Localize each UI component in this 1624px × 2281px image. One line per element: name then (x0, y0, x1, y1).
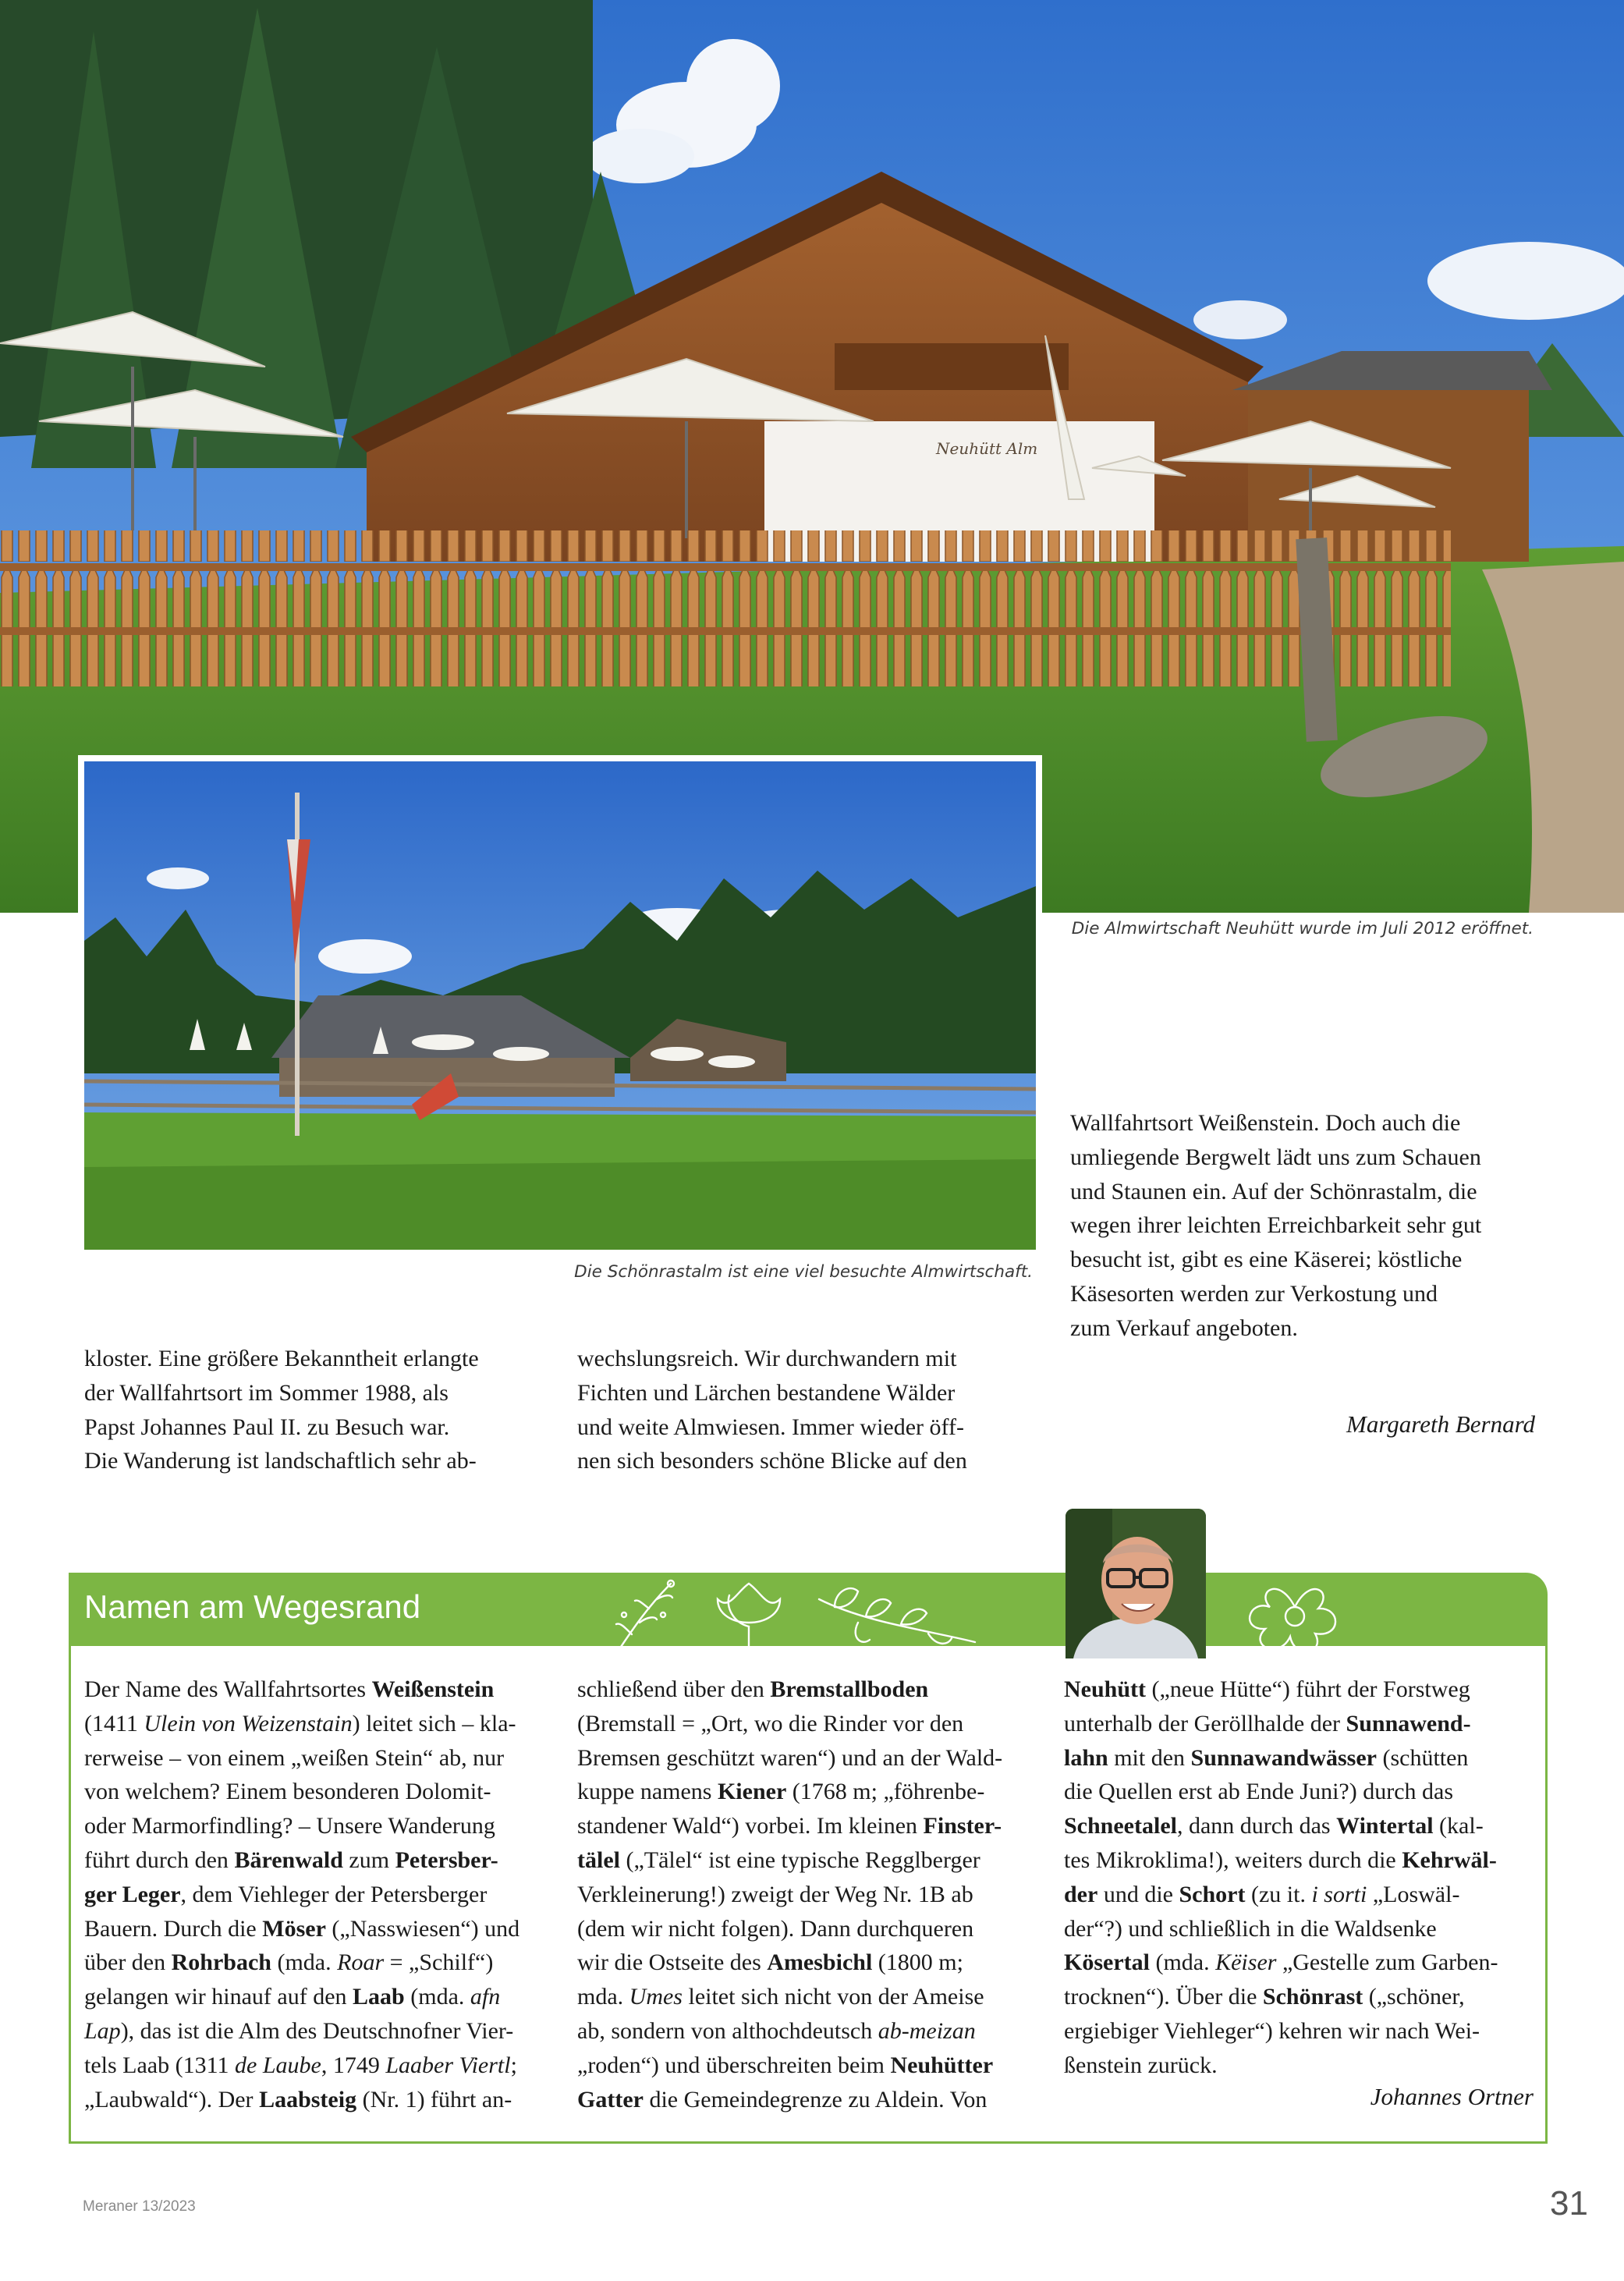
text-run: („neue Hütte“) führt der Forstweg (1146, 1676, 1470, 1702)
text-line (1064, 1878, 1498, 1912)
text-line: und Staunen ein. Auf der Schönrastalm, die (1070, 1178, 1477, 1204)
text-run: ), das ist die Alm des Deutschnofner Vier- (120, 2017, 514, 2044)
text-line: Wallfahrtsort Weißenstein. Doch auch die (1070, 1110, 1461, 1136)
historic-form: Laaber Viertl (385, 2052, 511, 2078)
text-line (84, 1912, 519, 1946)
historic-form: ab-meizan (878, 2017, 976, 2044)
text-line (577, 2014, 1002, 2049)
text-run: Verkleinerung!) zweigt der Weg Nr. 1B ab (577, 1881, 973, 1907)
text-run: (mda. (404, 1984, 470, 2010)
text-run: = „Schilf“) (384, 1949, 494, 1976)
text-run: „Loswäl- (1367, 1881, 1460, 1907)
text-run: (Bremstall = „Ort, wo die Rinder vor den (577, 1710, 964, 1736)
text-run: tes Mikroklima!), weiters durch die (1064, 1846, 1402, 1873)
text-line (577, 1775, 1002, 1809)
place-name: der (1064, 1881, 1098, 1907)
place-name: Wintertal (1336, 1813, 1434, 1839)
place-name: Rohrbach (171, 1949, 271, 1976)
text-run: ergiebiger Viehleger“) kehren wir nach Wei- (1064, 2017, 1480, 2044)
text-run: (mda. (1149, 1949, 1216, 1976)
text-run: mit den (1108, 1744, 1191, 1771)
text-run: tels Laab (1311 (84, 2052, 235, 2078)
place-name: ger Leger (84, 1881, 181, 1907)
text-run: trocknen“). Über die (1064, 1984, 1263, 2010)
text-line (1064, 1843, 1498, 1878)
historic-form: de Laube (235, 2052, 321, 2078)
place-name: Kösertal (1064, 1949, 1150, 1976)
historic-form: i sorti (1311, 1881, 1367, 1907)
text-line (84, 1775, 519, 1809)
text-run: gelangen wir hinauf auf den (84, 1984, 353, 2010)
text-run: ab, sondern von althochdeutsch (577, 2017, 878, 2044)
inset-caption: Die Schönrastalm ist eine viel besuchte Almwirtschaft. (574, 1262, 1033, 1282)
text-run: (1768 m; „föhrenbe- (786, 1779, 985, 1805)
text-run: („schöner, (1363, 1984, 1465, 2010)
text-line (84, 1946, 519, 1980)
text-line (1064, 2014, 1498, 2049)
text-line (577, 1741, 1002, 1775)
historic-form: Roar (337, 1949, 385, 1976)
text-line (84, 1980, 519, 2014)
text-run: und die (1097, 1881, 1179, 1907)
text-line (84, 2014, 519, 2049)
text-run: zum (342, 1846, 395, 1873)
text-line: Fichten und Lärchen bestandene Wälder (577, 1379, 956, 1406)
info-box-column-2 (577, 1673, 1002, 2116)
place-name: Schönrast (1262, 1984, 1363, 2010)
text-line (577, 1843, 1002, 1878)
hero-sign-text: Neuhütt Alm (936, 439, 1038, 458)
text-run: (1411 (84, 1710, 144, 1736)
text-run: die Gemeindegrenze zu Aldein. Von (643, 2086, 988, 2112)
text-run: leitet sich nicht von der Ameise (682, 1984, 984, 2010)
text-line (577, 1878, 1002, 1912)
text-line (577, 1707, 1002, 1741)
text-run: ßenstein zurück. (1064, 2052, 1218, 2078)
text-line: Papst Johannes Paul II. zu Besuch war. (84, 1414, 450, 1440)
place-name: Kiener (717, 1779, 787, 1805)
text-run: unterhalb der Geröllhalde der (1064, 1710, 1346, 1736)
text-line: besucht ist, gibt es eine Käserei; köstliche (1070, 1247, 1463, 1273)
text-run: („Tälel“ ist eine typische Regglberger (619, 1846, 980, 1873)
place-name: lahn (1064, 1744, 1108, 1771)
text-line (577, 1980, 1002, 2014)
historic-form: Umes (629, 1984, 683, 2010)
place-name: Neuhütt (1064, 1676, 1147, 1702)
text-line: kloster. Eine größere Bekanntheit erlangte (84, 1346, 479, 1371)
text-line (1064, 1946, 1498, 1980)
text-line (1064, 1980, 1498, 2014)
place-name: Gatter (577, 2086, 644, 2112)
text-line (1064, 1707, 1498, 1741)
historic-form: afn (470, 1984, 501, 2010)
place-name: Amesbichl (767, 1949, 873, 1976)
historic-form: Lap (84, 2017, 121, 2044)
place-name: Neuhütter (890, 2052, 994, 2078)
text-run: rerweise – von einem „weißen Stein“ ab, nur (84, 1744, 505, 1771)
text-run: von welchem? Einem besonderen Dolomit- (84, 1779, 491, 1805)
text-run: mda. (577, 1984, 629, 2010)
place-name: Möser (262, 1915, 326, 1942)
place-name: Finster- (923, 1813, 1002, 1839)
text-run: führt durch den (84, 1846, 235, 1873)
text-run: Der Name des Wallfahrtsortes (84, 1676, 372, 1702)
tulip-icon (718, 1584, 780, 1662)
inset-photo (78, 755, 1042, 1256)
historic-form: Ulein von Weizenstain (144, 1710, 353, 1736)
text-line: nen sich besonders schöne Blicke auf den (577, 1448, 967, 1474)
text-run: oder Marmorfindling? – Unsere Wanderung (84, 1813, 495, 1839)
text-run: über den (84, 1949, 172, 1976)
text-run: Bremsen geschützt waren“) und an der Wald- (577, 1744, 1003, 1771)
text-run: ) leitet sich – kla- (352, 1710, 516, 1736)
text-run: „roden“) und überschreiten beim (577, 2052, 891, 2078)
text-line (1064, 1741, 1498, 1775)
text-run: „Laubwald“). Der (84, 2086, 260, 2112)
text-line: und weite Almwiesen. Immer wieder öff- (577, 1414, 964, 1440)
text-line (84, 1741, 519, 1775)
text-line: wegen ihrer leichten Erreichbarkeit sehr gut (1070, 1212, 1482, 1239)
text-line (1064, 1673, 1498, 1707)
place-name: Weißenstein (371, 1676, 495, 1702)
text-run: (dem wir nicht folgen). Dann durchqueren (577, 1915, 974, 1942)
text-run: (schütten (1376, 1744, 1469, 1771)
text-run: wir die Ostseite des (577, 1949, 768, 1976)
text-line: umliegende Bergwelt lädt uns zum Schauen (1070, 1144, 1481, 1170)
text-run: ; (510, 2052, 517, 2078)
text-line (84, 1809, 519, 1843)
place-name: Sunnawandwässer (1190, 1744, 1377, 1771)
place-name: Schneetalel (1064, 1813, 1177, 1839)
publication-label: Meraner 13/2023 (83, 2198, 196, 2215)
flower-icon (1250, 1589, 1335, 1651)
place-name: Schort (1179, 1881, 1246, 1907)
text-line (84, 1707, 519, 1741)
text-line (577, 1809, 1002, 1843)
text-run: , dann durch das (1176, 1813, 1337, 1839)
text-run: die Quellen erst ab Ende Juni?) durch das (1064, 1779, 1453, 1805)
sprig-icon (616, 1580, 674, 1654)
text-run: (kal- (1433, 1813, 1484, 1839)
place-name: Laab (353, 1984, 405, 2010)
text-line (577, 2083, 1002, 2117)
text-line: der Wallfahrtsort im Sommer 1988, als (84, 1379, 449, 1406)
place-name: Kehrwäl- (1402, 1846, 1497, 1873)
text-line (577, 1946, 1002, 1980)
text-line (84, 1673, 519, 1707)
place-name: tälel (577, 1846, 620, 1873)
text-run: der“?) und schließlich in die Waldsenke (1064, 1915, 1437, 1942)
info-box-column-1 (84, 1673, 519, 2116)
place-name: Bremstallboden (770, 1676, 929, 1702)
page-number: 31 (1550, 2184, 1588, 2222)
text-line: Die Wanderung ist landschaftlich sehr ab- (84, 1448, 477, 1474)
botanical-line-art (601, 1568, 1381, 1662)
text-run: (Nr. 1) führt an- (356, 2086, 512, 2112)
text-run: („Nasswiesen“) und (325, 1915, 520, 1942)
text-run: (zu it. (1245, 1881, 1312, 1907)
text-line: zum Verkauf angeboten. (1070, 1314, 1298, 1341)
text-run: , dem Viehleger der Petersberger (180, 1881, 488, 1907)
text-line (577, 1912, 1002, 1946)
author-portrait (1066, 1509, 1206, 1658)
article-column-2 (577, 1342, 1030, 1478)
text-run: Bauern. Durch die (84, 1915, 263, 1942)
text-line (84, 2049, 519, 2083)
text-run: schließend über den (577, 1676, 771, 1702)
place-name: Sunnawend- (1346, 1710, 1471, 1736)
text-run: , 1749 (321, 2052, 386, 2078)
text-line (84, 1843, 519, 1878)
text-line (1064, 1775, 1498, 1809)
leaf-branch-icon (819, 1588, 975, 1644)
text-line (84, 1878, 519, 1912)
historic-form: Këiser (1215, 1949, 1277, 1976)
text-run: kuppe namens (577, 1779, 718, 1805)
text-line (84, 2083, 519, 2117)
article-author: Margareth Bernard (1346, 1410, 1535, 1438)
info-box-column-3 (1064, 1673, 1498, 2083)
article-column-3 (1070, 1106, 1538, 1346)
text-run: (1800 m; (872, 1949, 963, 1976)
place-name: Petersber- (395, 1846, 498, 1873)
place-name: Laabsteig (259, 2086, 357, 2112)
info-box-author: Johannes Ortner (1370, 2083, 1534, 2110)
text-line (1064, 1912, 1498, 1946)
place-name: Bärenwald (234, 1846, 343, 1873)
text-line (577, 2049, 1002, 2083)
article-column-1 (84, 1342, 537, 1478)
text-line: Käsesorten werden zur Verkostung und (1070, 1280, 1438, 1307)
hero-caption: Die Almwirtschaft Neuhütt wurde im Juli 2012 eröffnet. (1071, 919, 1534, 938)
text-run: (mda. (271, 1949, 338, 1976)
info-box-title: Namen am Wegesrand (84, 1588, 421, 1625)
text-run: standener Wald“) vorbei. Im kleinen (577, 1813, 924, 1839)
text-line (1064, 2049, 1498, 2083)
text-line: wechslungsreich. Wir durchwandern mit (577, 1346, 957, 1371)
text-run: „Gestelle zum Garben- (1276, 1949, 1498, 1976)
text-line (577, 1673, 1002, 1707)
text-line (1064, 1809, 1498, 1843)
